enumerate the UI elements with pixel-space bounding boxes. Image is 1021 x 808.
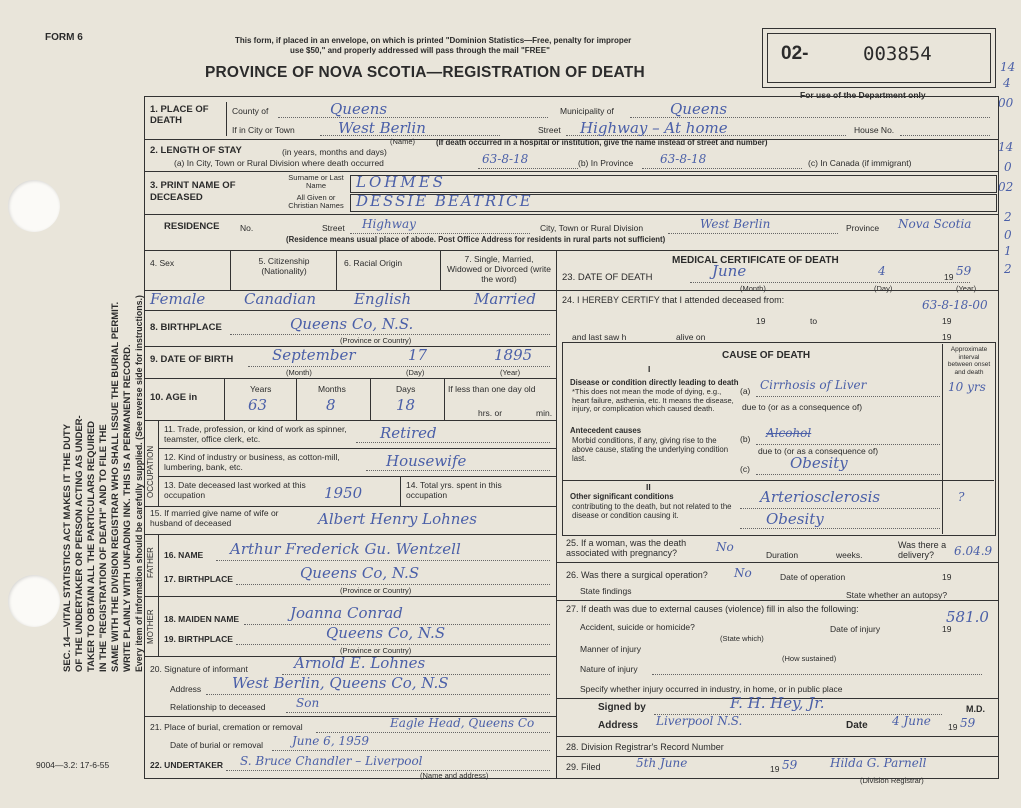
residence-street-label: Street	[322, 223, 345, 233]
op-date-label: Date of operation	[780, 572, 846, 582]
address-value: Liverpool N.S.	[656, 714, 743, 728]
signed-label: Signed by	[598, 702, 646, 713]
age-col-3	[370, 378, 371, 420]
citizenship-label: 5. Citizenship (Nationality)	[258, 256, 310, 276]
rule-med-signed	[556, 736, 999, 737]
father-name-label: 16. NAME	[164, 550, 204, 560]
less-day-label: If less than one day old	[448, 384, 536, 394]
delivery-label: Was there a delivery?	[898, 540, 947, 560]
birthplace-caption: (Province or Country)	[340, 336, 412, 345]
form-label: FORM 6	[45, 32, 83, 43]
injury-date-19: 19	[942, 624, 952, 634]
rule-row-10	[144, 420, 556, 421]
nature-line	[652, 674, 982, 675]
county-value: Queens	[330, 100, 388, 118]
margin-code: 1	[1004, 244, 1012, 258]
trade-label: 11. Trade, profession, or kind of work as spinner, teamster, office clerk, etc.	[164, 424, 347, 444]
specify-label: Specify whether injury occurred in industry, in home, or in public place	[580, 684, 843, 694]
date-label: Date	[846, 720, 868, 731]
father-caption: (Province or Country)	[340, 586, 412, 595]
cause-c-label: (c)	[740, 464, 750, 474]
mother-birthplace-value: Queens Co, N.S	[326, 624, 446, 642]
min-label: min.	[536, 408, 553, 418]
death-year-prefix: 19	[944, 272, 954, 282]
findings-label: State findings	[580, 586, 632, 596]
age-months: 8	[326, 396, 336, 414]
given-label: All Given or Christian Names	[288, 193, 344, 210]
margin-code: 2	[1004, 262, 1012, 276]
stay-b-line	[642, 168, 802, 169]
place-label: 1. PLACE OF DEATH	[150, 104, 209, 126]
county-line	[278, 117, 548, 118]
punch-hole-bottom	[8, 575, 60, 627]
stay-a-line	[478, 168, 578, 169]
racial-label: 6. Racial Origin	[344, 258, 403, 268]
rule-2	[144, 171, 999, 172]
stay-c-label: (c) In Canada (if immigrant)	[808, 158, 912, 168]
registrar-caption: (Division Registrar)	[860, 776, 924, 785]
years-label: Years	[250, 384, 272, 394]
place-bracket	[226, 102, 227, 136]
registration-number-box	[762, 28, 996, 88]
municipality-label: Municipality of	[560, 106, 614, 116]
age-col-4	[444, 378, 445, 420]
sidebar-line-1: SEC. 14—VITAL STATISTICS ACT MAKES IT THE DUTY	[62, 423, 73, 672]
marital-label: 7. Single, Married, Widowed or Divorced (write the word)	[447, 254, 551, 284]
registrar-rec-label: 28. Division Registrar's Record Number	[566, 742, 724, 752]
dob-line	[248, 366, 550, 367]
undertaker-value: S. Bruce Chandler – Liverpool	[240, 754, 423, 768]
informant-sig-label: 20. Signature of informant	[150, 664, 248, 674]
date-year: 59	[960, 716, 976, 730]
reg-number: 003854	[863, 43, 932, 65]
envelope-note-1: This form, if placed in an envelope, on which is printed "Dominion Statistics—Free, penalty for improper	[235, 36, 632, 45]
delivery-code: 6.04.9	[954, 544, 993, 558]
hospital-note: (If death occurred in a hospital or institution, give the name instead of street and number)	[436, 138, 768, 147]
burial-date-value: June 6, 1959	[292, 734, 369, 748]
op-date-19: 19	[942, 572, 952, 582]
industry-line	[366, 470, 550, 471]
rule-med-25	[556, 562, 999, 563]
city-value: West Berlin	[338, 119, 426, 137]
certify-value: 63-8-18-00	[922, 298, 988, 312]
sidebar-line-4: IN THE "REGISTRATION OF DEATH" AND TO FILE THE	[98, 424, 109, 672]
injury-date-label: Date of injury	[830, 624, 881, 634]
margin-code: 02	[998, 180, 1014, 194]
death-date-line	[690, 282, 970, 283]
house-line	[900, 135, 990, 136]
residence-street-line	[350, 233, 530, 234]
rule-med-23	[556, 290, 999, 291]
sex-value: Female	[150, 290, 206, 308]
margin-code: 0	[1004, 160, 1012, 174]
trade-line	[356, 442, 550, 443]
rule-row-15	[144, 534, 556, 535]
age-col-1	[224, 378, 225, 420]
burial-place-line	[316, 732, 550, 733]
woman-label: 25. If a woman, was the death associated with pregnancy?	[566, 538, 687, 558]
residence-city: West Berlin	[700, 217, 771, 231]
form-title: PROVINCE OF NOVA SCOTIA—REGISTRATION OF DEATH	[205, 64, 645, 81]
last-worked-value: 1950	[324, 484, 363, 502]
father-birthplace-line	[236, 584, 550, 585]
father-name-line	[216, 560, 550, 561]
relationship-line	[286, 712, 550, 713]
stay-label: 2. LENGTH OF STAY	[150, 145, 242, 156]
death-month-caption: (Month)	[740, 284, 766, 293]
father-name-value: Arthur Frederick Gu. Wentzell	[230, 540, 461, 558]
mother-side: MOTHER	[146, 609, 155, 644]
age-label: 10. AGE in	[150, 392, 198, 403]
col-6-7	[440, 250, 441, 290]
filed-year: 59	[782, 758, 798, 772]
age-years: 63	[248, 396, 268, 414]
alive-19: 19	[942, 332, 952, 342]
mother-col	[158, 596, 159, 656]
cause-b-label: (b)	[740, 434, 751, 444]
cause-a-value: Cirrhosis of Liver	[760, 378, 867, 392]
surname-value: LOHMES	[356, 173, 446, 191]
spouse-label: 15. If married give name of wife or husband of deceased	[150, 508, 279, 528]
section-i: I	[648, 364, 651, 374]
cause-title: CAUSE OF DEATH	[722, 350, 811, 361]
sidebar-line-5: SAME WITH THE DIVISION REGISTRAR WHO SHALL ISSUE THE BURIAL PERMIT.	[110, 301, 121, 672]
rule-row-4	[144, 310, 556, 311]
mother-maiden-value: Joanna Conrad	[290, 604, 403, 622]
undertaker-label: 22. UNDERTAKER	[150, 760, 224, 770]
sidebar-line-2: OF THE UNDERTAKER OR PERSON ACTING AS UNDER-	[74, 415, 85, 672]
stay-b-value: 63-8-18	[660, 152, 707, 166]
certify-label: 24. I HEREBY CERTIFY that I attended deceased from:	[562, 295, 785, 305]
nature-label: Nature of injury	[580, 664, 638, 674]
antecedent-note: Morbid conditions, if any, giving rise to the above cause, stating the underlying condition last.	[572, 436, 729, 463]
rule-father	[144, 596, 556, 597]
cause-a-interval: 10 yrs	[948, 380, 986, 394]
cause-b-line	[756, 444, 940, 445]
undertaker-caption: (Name and address)	[420, 771, 489, 780]
state-which: (State which)	[720, 634, 764, 643]
cause-b-value: Alcohol	[766, 426, 812, 440]
cause-a-line	[756, 396, 940, 397]
md-label: M.D.	[966, 704, 985, 714]
cause-c-line	[756, 474, 940, 475]
dob-label: 9. DATE OF BIRTH	[150, 354, 234, 365]
margin-code: 14	[998, 140, 1014, 154]
frame-right	[998, 96, 999, 778]
signed-value: F. H. Hey, Jr.	[730, 694, 825, 712]
margin-code: 2	[1004, 210, 1012, 224]
marital-value: Married	[474, 290, 536, 308]
other-value-2: Obesity	[766, 510, 824, 528]
residence-street: Highway	[362, 217, 416, 231]
frame-left	[144, 96, 145, 778]
dob-year: 1895	[494, 346, 533, 364]
address-label: Address	[598, 720, 639, 731]
death-month: June	[712, 262, 747, 280]
accident-label: Accident, suicide or homicide?	[580, 622, 695, 632]
filed-value: 5th June	[636, 756, 688, 770]
woman-value: No	[716, 540, 734, 554]
stay-a-value: 63-8-18	[482, 152, 529, 166]
cause-c-value: Obesity	[790, 454, 848, 472]
reg-prefix: 02-	[781, 43, 809, 64]
margin-code: 00	[998, 96, 1014, 110]
residence-note: (Residence means usual place of abode. Post Office Address for residents in rural parts not sufficient)	[286, 235, 666, 244]
relationship-value: Son	[296, 696, 320, 710]
dob-year-caption: (Year)	[500, 368, 521, 377]
stay-desc: (in years, months and days)	[282, 147, 387, 157]
burial-date-line	[272, 750, 550, 751]
other-line-1	[740, 508, 940, 509]
filed-label: 29. Filed	[566, 762, 601, 772]
antecedent-label: Antecedent causes	[570, 426, 642, 435]
death-year-caption: (Year)	[956, 284, 977, 293]
surgical-value: No	[734, 566, 752, 580]
medical-title: MEDICAL CERTIFICATE OF DEATH	[672, 255, 839, 266]
name-caption: (Name)	[390, 137, 416, 146]
given-value: DESSIE BEATRICE	[356, 192, 533, 210]
alive-label: alive on	[676, 332, 706, 342]
margin-code: 0	[1004, 228, 1012, 242]
death-day-caption: (Day)	[874, 284, 893, 293]
dob-day: 17	[408, 346, 428, 364]
age-days: 18	[396, 396, 416, 414]
margin-code: 14	[1000, 60, 1016, 74]
sidebar-line-3: TAKER TO OBTAIN ALL THE PARTICULARS REQUIRED	[86, 420, 97, 672]
surname-label: Surname or Last Name	[288, 173, 344, 190]
dob-month: September	[272, 346, 356, 364]
rule-med-28	[556, 756, 999, 757]
rule-top	[144, 96, 999, 97]
racial-value: English	[354, 290, 412, 308]
rule-med-26	[556, 600, 999, 601]
residence-label: RESIDENCE	[164, 221, 220, 232]
immediate-note: *This does not mean the mode of dying, e.g., heart failure, asthenia, etc. It means the disease, injury, or complication which caused death.	[572, 387, 734, 413]
certify-to: to	[810, 316, 818, 326]
mother-maiden-label: 18. MAIDEN NAME	[164, 614, 240, 624]
registrar-signature: Hilda G. Parnell	[830, 756, 927, 770]
house-label: House No.	[854, 125, 895, 135]
rule-row-11	[158, 448, 556, 449]
dob-month-caption: (Month)	[286, 368, 312, 377]
birthplace-line	[230, 334, 550, 335]
total-years-label: 14. Total yrs. spent in this occupation	[406, 480, 502, 500]
informant-address-value: West Berlin, Queens Co, N.S	[232, 674, 449, 692]
burial-date-label: Date of burial or removal	[170, 740, 264, 750]
external-code: 581.0	[946, 608, 989, 626]
interval-label: Approximate interval between onset and death	[947, 346, 991, 376]
due-to-2: due to (or as a consequence of)	[758, 446, 879, 456]
duration-label: Duration	[766, 550, 799, 560]
last-worked-label: 13. Date deceased last worked at this occupation	[164, 480, 306, 500]
other-note: contributing to the death, but not related to the disease or condition causing it.	[572, 502, 732, 520]
cause-a-label: (a)	[740, 386, 751, 396]
weeks-label: weeks.	[836, 550, 863, 560]
residence-city-line	[668, 233, 838, 234]
undertaker-line	[226, 770, 550, 771]
informant-sig-value: Arnold E. Lohnes	[294, 654, 426, 672]
residence-city-label: City, Town or Rural Division	[540, 223, 644, 233]
immediate-label: Disease or condition directly leading to death	[570, 378, 739, 387]
surgical-label: 26. Was there a surgical operation?	[566, 570, 708, 580]
birthplace-label: 8. BIRTHPLACE	[150, 322, 222, 333]
municipality-value: Queens	[670, 100, 728, 118]
footer-code: 9004—3.2: 17-6-55	[36, 760, 110, 770]
months-label: Months	[318, 384, 346, 394]
external-label: 27. If death was due to external causes (violence) fill in also the following:	[566, 604, 859, 614]
occupation-side: OCCUPATION	[146, 445, 155, 498]
sex-label: 4. Sex	[150, 258, 175, 268]
due-to-1: due to (or as a consequence of)	[742, 402, 863, 412]
trade-value: Retired	[380, 424, 437, 442]
section-ii: II	[646, 482, 651, 492]
death-date-label: 23. DATE OF DEATH	[562, 272, 653, 283]
manner-label: Manner of injury	[580, 644, 641, 654]
cause-interval-col	[942, 344, 943, 534]
deceased-name-label: 3. PRINT NAME OF DECEASED	[150, 180, 236, 203]
sidebar-line-6: WRITE PLAINLY WITH UNFADING INK. THIS IS A PERMANENT RECORD.	[122, 344, 133, 672]
surname-box	[350, 175, 997, 193]
date-value: 4 June	[892, 714, 931, 728]
col-4-5	[230, 250, 231, 290]
last-saw-label: and last saw h	[572, 332, 627, 342]
rule-row-13	[144, 506, 556, 507]
days-label: Days	[396, 384, 416, 394]
dob-day-caption: (Day)	[406, 368, 425, 377]
informant-address-line	[206, 694, 550, 695]
citizenship-value: Canadian	[244, 290, 317, 308]
residence-province-label: Province	[846, 223, 880, 233]
street-label: Street	[538, 125, 561, 135]
rule-cause-ii	[562, 480, 994, 481]
mother-birthplace-label: 19. BIRTHPLACE	[164, 634, 233, 644]
other-interval-1: ?	[958, 490, 965, 504]
other-label: Other significant conditions	[570, 492, 674, 501]
filed-year-prefix: 19	[770, 764, 780, 774]
date-year-prefix: 19	[948, 722, 958, 732]
mother-birthplace-line	[236, 644, 550, 645]
age-col-2	[296, 378, 297, 420]
hrs-label: hrs. or	[478, 408, 503, 418]
envelope-note-2: use $50," and properly addressed will pass through the mail "FREE"	[290, 46, 550, 55]
industry-value: Housewife	[386, 452, 467, 470]
occupation-split	[400, 476, 401, 506]
father-side: FATHER	[146, 547, 155, 578]
margin-code: 4	[1003, 76, 1011, 90]
burial-place-label: 21. Place of burial, cremation or removal	[150, 722, 303, 732]
stay-b-label: (b) In Province	[578, 158, 634, 168]
rule-3	[144, 214, 999, 215]
death-year: 59	[956, 264, 972, 278]
occupation-col	[158, 420, 159, 506]
county-label: County of	[232, 106, 269, 116]
street-value: Highway – At home	[580, 119, 728, 137]
residence-province: Nova Scotia	[898, 217, 972, 231]
punch-hole-top	[8, 180, 60, 232]
col-5-6	[336, 250, 337, 290]
dept-use-label: For use of the Department only	[800, 90, 926, 100]
mother-caption: (Province or Country)	[340, 646, 412, 655]
sidebar-line-7: Every item of information should be carefully supplied. (See reverse side for instructions.)	[134, 295, 144, 672]
rule-4	[144, 250, 999, 251]
burial-place-value: Eagle Head, Queens Co	[390, 716, 535, 730]
informant-address-label: Address	[170, 684, 202, 694]
certify-to-19: 19	[942, 316, 952, 326]
spouse-value: Albert Henry Lohnes	[318, 510, 477, 528]
how-sustained: (How sustained)	[782, 654, 837, 663]
certify-from-19: 19	[756, 316, 766, 326]
city-label: If in City or Town	[232, 125, 295, 135]
rule-row-12	[158, 476, 556, 477]
residence-no-label: No.	[240, 223, 254, 233]
industry-label: 12. Kind of industry or business, as cotton-mill, lumbering, bank, etc.	[164, 452, 340, 472]
other-line-2	[740, 528, 940, 529]
father-birthplace-label: 17. BIRTHPLACE	[164, 574, 233, 584]
autopsy-label: State whether an autopsy?	[846, 590, 948, 600]
birthplace-value: Queens Co, N.S.	[290, 315, 414, 333]
other-value-1: Arteriosclerosis	[760, 488, 881, 506]
relationship-label: Relationship to deceased	[170, 702, 266, 712]
father-birthplace-value: Queens Co, N.S	[300, 564, 420, 582]
stay-a-label: (a) In City, Town or Rural Division where death occurred	[174, 158, 384, 168]
father-col	[158, 534, 159, 596]
death-day: 4	[878, 264, 886, 278]
rule-row-9	[144, 378, 556, 379]
